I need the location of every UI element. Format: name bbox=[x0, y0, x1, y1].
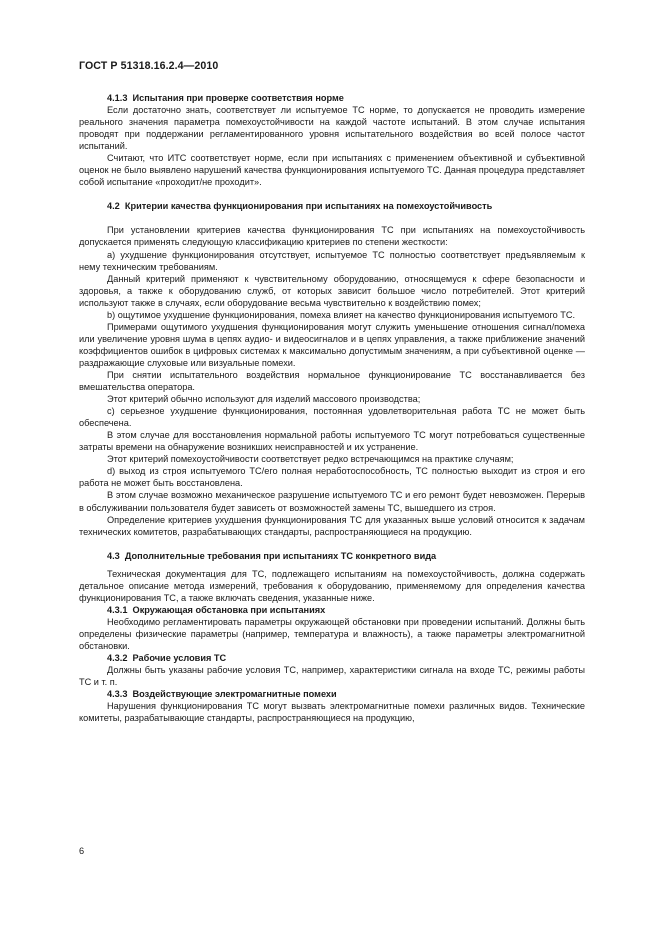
paragraph: В этом случае для восстановления нормальной работы испытуемого ТС могут потребоваться существенные затраты времени на обнаружение возникших неисправностей и их устранение. bbox=[79, 430, 585, 453]
page-number: 6 bbox=[79, 846, 85, 856]
section-title: Испытания при проверке соответствия норме bbox=[132, 93, 344, 103]
section-heading bbox=[79, 604, 585, 616]
paragraph: Примерами ощутимого ухудшения функционирования могут служить уменьшение отношения сигнал/помеха или увеличение уровня шума в цепях аудио- и видеосигналов и в цепях управления, а также приближение значений коэффициентов ошибок в цифровых системах к максимально допустимым значениям, а при субъективной оценке — раздражающие слуховые или визуальные помехи. bbox=[79, 321, 585, 368]
section-heading bbox=[79, 92, 585, 104]
paragraph: Данный критерий применяют к чувствительному оборудованию, относящемуся к сфере безопасности и здоровья, а также к оборудованию служб, от которых зависит большое число потребителей. Этот критерий используют также в случаях, если оборудование весьма чувствительно к воздействию помех; bbox=[79, 273, 585, 308]
section-title: Воздействующие электромагнитные помехи bbox=[132, 689, 337, 700]
paragraph: d) выход из строя испытуемого ТС/его полная неработоспособность, ТС полностью выходит из строя и его работа не может быть восстановлена. bbox=[79, 466, 585, 489]
section-number: 4.2 bbox=[107, 201, 120, 212]
section-heading bbox=[79, 200, 585, 212]
section-heading bbox=[79, 688, 585, 700]
paragraph: Техническая документация для ТС, подлежащего испытаниям на помехоустойчивость, должна содержать детальное описание метода измерений, требования к оборудованию, применяемому для определения качества функционирования ТС, а также включать сведения, указанные ниже. bbox=[79, 568, 585, 603]
section-title: Рабочие условия ТС bbox=[132, 653, 227, 664]
section-number: 4.3.2 bbox=[107, 653, 128, 664]
paragraph: Нарушения функционирования ТС могут вызвать электромагнитные помехи различных видов. Технические комитеты, разрабатывающие стандарты, распространяющиеся на продукцию, bbox=[79, 701, 585, 724]
paragraph: Должны быть указаны рабочие условия ТС, например, характеристики сигнала на входе ТС, режимы работы ТС и т. п. bbox=[79, 665, 585, 688]
paragraph: Считают, что ИТС соответствует норме, если при испытаниях с применением объективной и субъективной оценок не было выявлено нарушений качества функционирования испытуемого ТС. Данная процедура представляет собой испытание «проходит/не проходит». bbox=[79, 153, 585, 188]
section-number: 4.1.3 bbox=[107, 93, 128, 103]
paragraph: При установлении критериев качества функционирования ТС при испытаниях на помехоустойчивость допускается применять следующую классификацию критериев по степени жесткости: bbox=[79, 225, 585, 248]
spacer bbox=[79, 188, 585, 200]
section-number: 4.3.1 bbox=[107, 604, 128, 615]
paragraph: Этот критерий помехоустойчивости соответствует редко встречающимся на практике случаям; bbox=[107, 454, 514, 465]
section-title: Дополнительные требования при испытаниях ТС конкретного вида bbox=[124, 550, 437, 561]
section-title: Окружающая обстановка при испытаниях bbox=[132, 604, 326, 615]
section-heading bbox=[79, 652, 585, 664]
paragraph: При снятии испытательного воздействия нормальное функционирование ТС восстанавливается без вмешательства оператора. bbox=[79, 369, 585, 393]
document-header: ГОСТ Р 51318.16.2.4—2010 bbox=[79, 60, 219, 72]
paragraph: В этом случае возможно механическое разрушение испытуемого ТС и его ремонт будет невозможен. Перерыв в обслуживании пользователя будет зависеть от возможностей замены ТС, вышедшего из строя. bbox=[79, 490, 585, 513]
paragraph: b) ощутимое ухудшение функционирования, помеха влияет на качество функционирования испытуемого ТС. bbox=[107, 309, 576, 320]
section-heading bbox=[79, 550, 585, 562]
section-number: 4.3.3 bbox=[107, 689, 128, 700]
section-title: Критерии качества функционирования при испытаниях на помехоустойчивость bbox=[124, 201, 493, 212]
paragraph: Этот критерий обычно используют для изделий массового производства; bbox=[107, 394, 421, 405]
paragraph: а) ухудшение функционирования отсутствует, испытуемое ТС полностью соответствует предъявляемым к нему техническим требованиям. bbox=[79, 249, 585, 272]
document-body bbox=[79, 92, 585, 724]
paragraph: с) серьезное ухудшение функционирования, постоянная удовлетворительная работа ТС не может быть обеспечена. bbox=[79, 406, 585, 429]
paragraph: Необходимо регламентировать параметры окружающей обстановки при проведении испытаний. Должны быть определены физические параметры (например, температура и влажность), а также параметры электромагнитной обстановки. bbox=[79, 616, 585, 651]
section-number: 4.3 bbox=[107, 550, 120, 561]
paragraph: Если достаточно знать, соответствует ли испытуемое ТС норме, то допускается не проводить измерение реального значения параметра помехоустойчивости на каждой частоте испытаний. В этом случае испытания проводят при поддержании регламентированного уровня испытательного воздействия во всей полосе частот испытаний. bbox=[79, 105, 585, 152]
spacer bbox=[79, 212, 585, 224]
paragraph: Определение критериев ухудшения функционирования ТС для указанных выше условий относится к задачам технических комитетов, разрабатывающих стандарты, распространяющиеся на продукцию. bbox=[79, 514, 585, 537]
spacer bbox=[79, 538, 585, 550]
